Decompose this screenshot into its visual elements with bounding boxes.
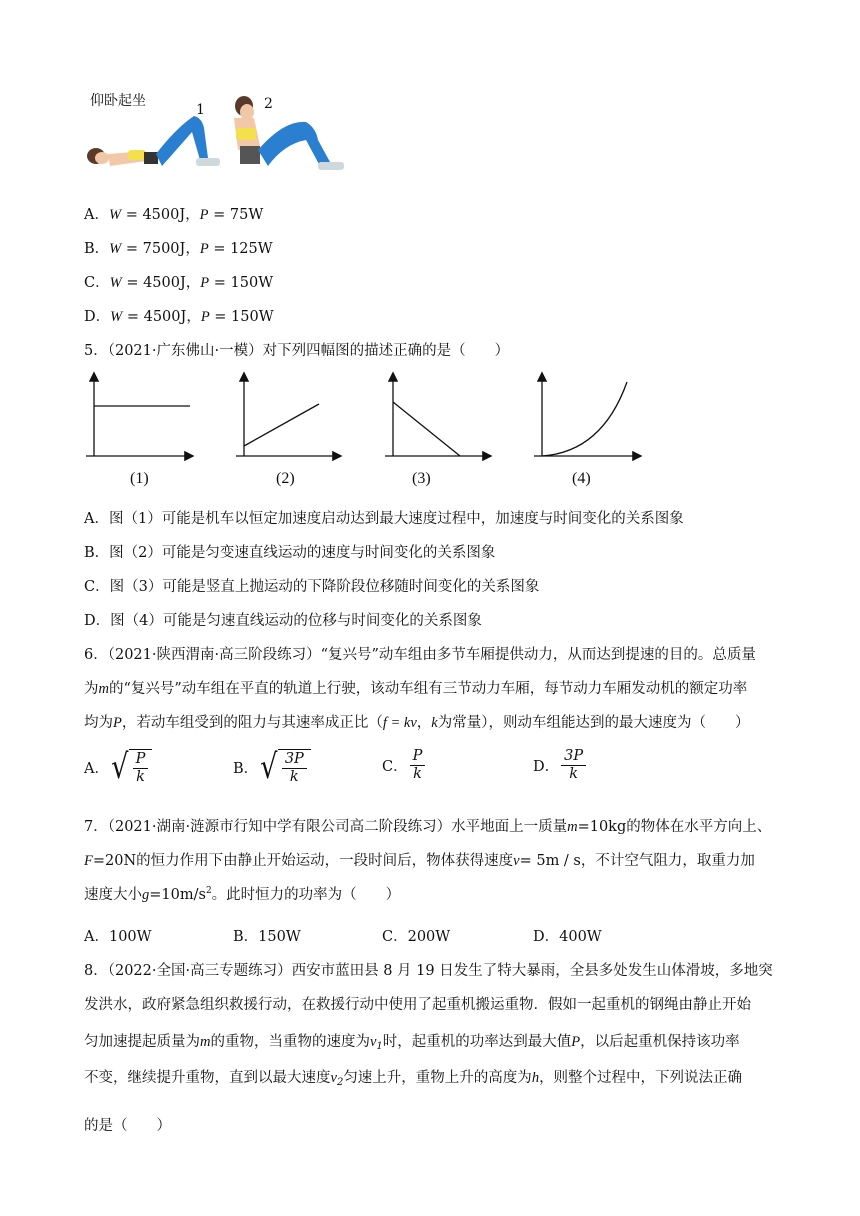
- q5-stem: 5．（2021·广东佛山·一模）对下列四幅图的描述正确的是（ ）: [84, 343, 510, 359]
- q5-option-d[interactable]: D．图（4）可能是匀速直线运动的位移与时间变化的关系图象: [84, 613, 482, 629]
- graph-3: [385, 374, 490, 456]
- graph-label-2: (2): [276, 470, 295, 487]
- graph-1: [86, 374, 192, 456]
- q7-line2: F=20N的恒力作用下由静止开始运动，一段时间后，物体获得速度v= 5m / s，不计空气阻力，取重力加: [84, 853, 755, 869]
- q6-line1: 6．（2021·陕西渭南·高三阶段练习）“复兴号”动车组由多节车厢提供动力，从而达到提速的目的。总质量: [84, 647, 756, 663]
- q7-option-a[interactable]: A．100W: [84, 929, 152, 945]
- q8-line5: 的是（ ）: [84, 1118, 171, 1134]
- q8-line3: 匀加速提起质量为m的重物，当重物的速度为$v_1$时，起重机的功率达到最大值P，以后起重机保持该功率: [84, 1034, 740, 1052]
- q6-line3: 均为P，若动车组受到的阻力与其速率成正比（f = kv，k为常量），则动车组能达到的最大速度为（ ）: [84, 715, 750, 731]
- q7-line1: 7．（2021·湖南·涟源市行知中学有限公司高二阶段练习）水平地面上一质量m=10kg的物体在水平方向上、: [84, 819, 772, 835]
- q6-option-b[interactable]: B． √ $\frac{3P}{k}$: [233, 749, 311, 785]
- q4-option-b[interactable]: B．W = 7500J，P = 125W: [84, 241, 273, 257]
- graph-label-1: (1): [130, 470, 149, 487]
- q4-option-d[interactable]: D．W = 4500J，P = 150W: [84, 309, 274, 325]
- q6-option-c[interactable]: C． $\frac{P}{k}$: [382, 749, 427, 782]
- q7-option-b[interactable]: B．150W: [233, 929, 301, 945]
- situp-label-2: 2: [264, 96, 273, 112]
- q6-option-a[interactable]: A． √ $\frac{P}{k}$: [84, 749, 152, 785]
- situp-label-1: 1: [196, 102, 205, 118]
- q6-line2: 为m的“复兴号”动车组在平直的轨道上行驶，该动车组有三节动力车厢，每节动力车厢发动机的额定功率: [84, 681, 748, 697]
- q5-option-a[interactable]: A．图（1）可能是机车以恒定加速度启动达到最大速度过程中，加速度与时间变化的关系图象: [84, 511, 684, 527]
- graph-label-3: (3): [412, 470, 431, 487]
- q8-line1: 8．（2022·全国·高三专题练习）西安市蓝田县 8 月 19 日发生了特大暴雨，全县多处发生山体滑坡，多地突: [84, 963, 773, 979]
- q7-option-c[interactable]: C．200W: [382, 929, 451, 945]
- q4-option-a[interactable]: A．W = 4500J，P = 75W: [84, 207, 264, 223]
- q8-line4: 不变，继续提升重物，直到以最大速度$v_2$匀速上升，重物上升的高度为h，则整个过程中，下列说法正确: [84, 1070, 743, 1088]
- q6-option-d[interactable]: D． $\frac{3P}{k}$: [533, 749, 588, 782]
- q8-line2: 发洪水，政府紧急组织救援行动，在救援行动中使用了起重机搬运重物．假如一起重机的钢绳由静止开始: [84, 997, 751, 1013]
- q7-line3: 速度大小$g=10m/s^2$。此时恒力的功率为（ ）: [84, 886, 401, 903]
- q5-option-c[interactable]: C．图（3）可能是竖直上抛运动的下降阶段位移随时间变化的关系图象: [84, 579, 540, 595]
- graph-label-4: (4): [572, 470, 591, 487]
- q5-option-b[interactable]: B．图（2）可能是匀变速直线运动的速度与时间变化的关系图象: [84, 545, 496, 561]
- q4-option-c[interactable]: C．W = 4500J，P = 150W: [84, 275, 274, 291]
- graph-4: [534, 374, 640, 456]
- situp-figure: [84, 88, 359, 188]
- situp-illustration: [84, 88, 359, 188]
- q7-option-d[interactable]: D．400W: [533, 929, 602, 945]
- situp-caption: 仰卧起坐: [90, 93, 146, 109]
- graph-2: [236, 374, 340, 456]
